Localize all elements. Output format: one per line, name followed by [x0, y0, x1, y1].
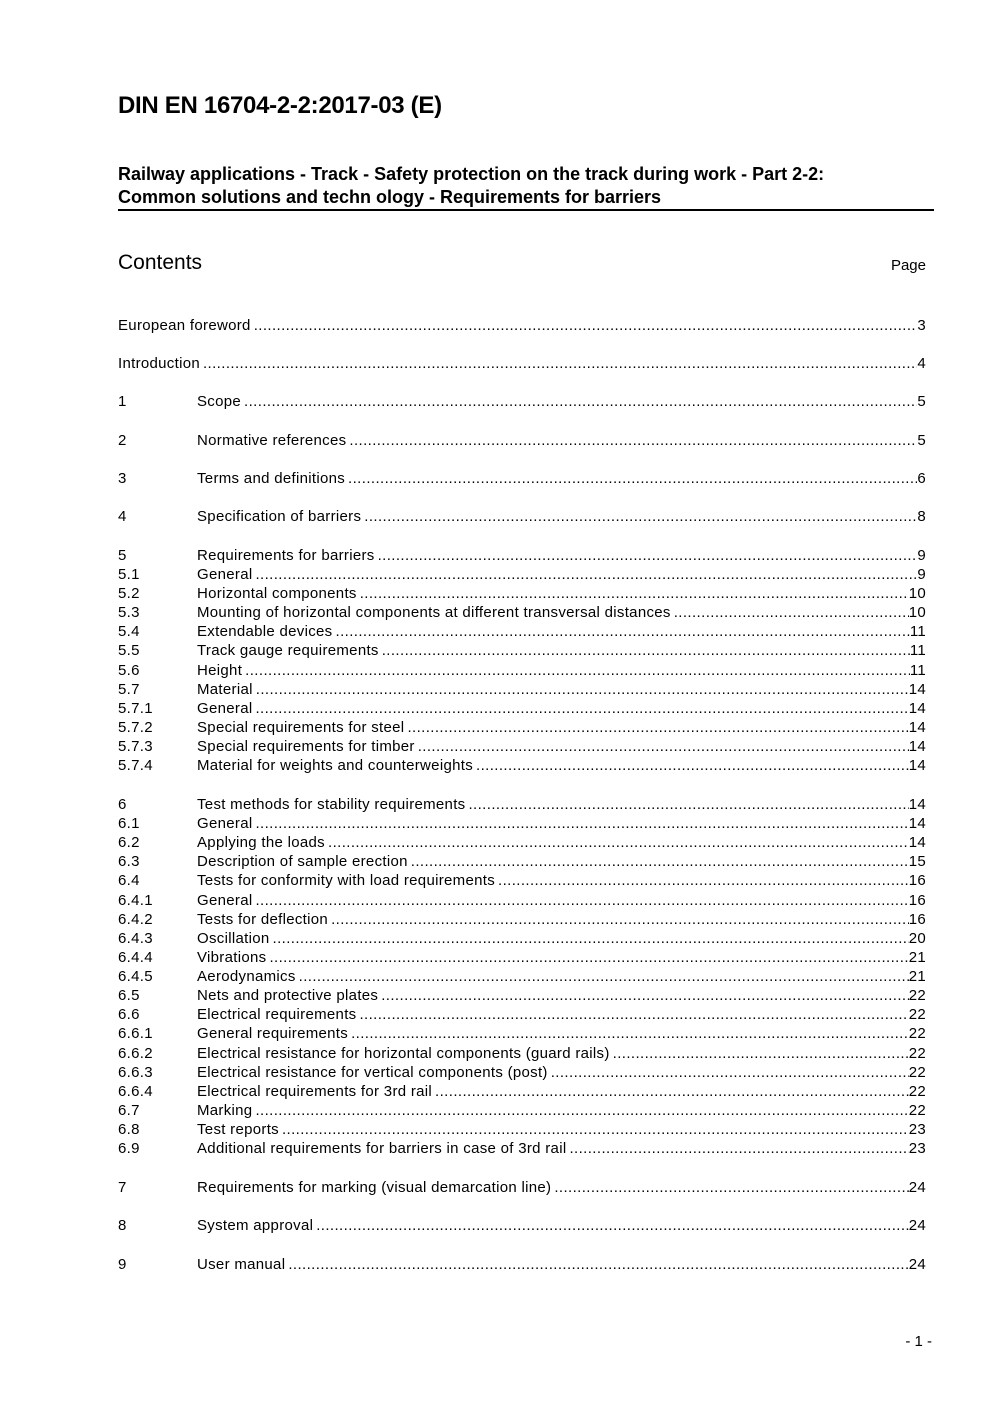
toc-entry[interactable]	[118, 795, 926, 814]
toc-entry-page: 11	[909, 623, 926, 640]
toc-dot-leader	[254, 316, 918, 335]
toc-dot-leader	[468, 795, 908, 814]
toc-entry[interactable]	[118, 986, 926, 1005]
toc-entry-title: Tests for conformity with load requirements	[197, 872, 496, 889]
toc-entry[interactable]	[118, 1024, 926, 1043]
toc-entry-page: 14	[908, 834, 926, 851]
toc-entry-number: 5.5	[118, 642, 140, 659]
toc-entry-number: 6.5	[118, 987, 140, 1004]
toc-dot-leader	[331, 910, 909, 929]
toc-entry-title: General	[197, 700, 253, 717]
toc-dot-leader	[255, 814, 908, 833]
toc-entry[interactable]	[118, 680, 926, 699]
toc-entry-page: 20	[908, 930, 926, 947]
toc-entry[interactable]	[118, 354, 926, 373]
toc-entry-number: 6.4.1	[118, 892, 153, 909]
title-line-1: Railway applications - Track - Safety protection on the track during work - Part 2-2:	[118, 164, 825, 184]
toc-dot-leader	[203, 354, 917, 373]
toc-entry[interactable]	[118, 718, 926, 737]
toc-entry-title: Electrical resistance for horizontal components (guard rails)	[197, 1045, 610, 1062]
toc-entry-page: 23	[908, 1140, 926, 1157]
toc-dot-leader	[244, 392, 917, 411]
toc-entry-number: 6.6.4	[118, 1083, 153, 1100]
footer-page-number: - 1 -	[905, 1333, 932, 1350]
toc-entry-page: 5	[917, 393, 926, 410]
toc-entry-title: Special requirements for timber	[197, 738, 415, 755]
toc-entry-page: 10	[908, 604, 926, 621]
toc-entry-title: European foreword	[118, 317, 251, 334]
toc-entry-title: Track gauge requirements	[197, 642, 379, 659]
toc-entry[interactable]	[118, 1139, 926, 1158]
page-column-label: Page	[890, 257, 926, 274]
toc-dot-leader	[316, 1216, 908, 1235]
toc-entry[interactable]	[118, 1178, 926, 1197]
toc-entry-page: 21	[908, 949, 926, 966]
toc-dot-leader	[269, 948, 908, 967]
toc-entry[interactable]	[118, 1082, 926, 1101]
toc-entry[interactable]	[118, 1120, 926, 1139]
toc-entry[interactable]	[118, 392, 926, 411]
title-line-2: Common solutions and techn ology - Requirements for barriers	[118, 187, 662, 207]
toc-dot-leader	[476, 756, 909, 775]
toc-entry-number: 6.4	[118, 872, 140, 889]
toc-entry[interactable]	[118, 603, 926, 622]
toc-entry-page: 14	[908, 719, 926, 736]
toc-entry-number: 6.6.1	[118, 1025, 153, 1042]
toc-entry-title: System approval	[197, 1217, 314, 1234]
toc-entry-number: 6.6.3	[118, 1064, 153, 1081]
toc-entry-number: 6.3	[118, 853, 140, 870]
toc-dot-leader	[498, 871, 909, 890]
toc-entry-number: 5.4	[118, 623, 140, 640]
toc-entry-title: Electrical requirements for 3rd rail	[197, 1083, 433, 1100]
toc-dot-leader	[411, 852, 909, 871]
toc-dot-leader	[255, 891, 908, 910]
toc-entry-number: 6.9	[118, 1140, 140, 1157]
toc-dot-leader	[299, 967, 909, 986]
toc-entry[interactable]	[118, 814, 926, 833]
toc-entry-page: 14	[908, 796, 926, 813]
toc-entry-page: 6	[917, 470, 926, 487]
toc-entry[interactable]	[118, 1101, 926, 1120]
toc-entry-page: 22	[908, 1006, 926, 1023]
toc-entry-page: 14	[908, 700, 926, 717]
toc-entry-number: 6.2	[118, 834, 140, 851]
toc-entry-title: Electrical resistance for vertical components (post)	[197, 1064, 548, 1081]
toc-entry[interactable]	[118, 622, 926, 641]
toc-dot-leader	[245, 661, 910, 680]
toc-entry-title: Nets and protective plates	[197, 987, 379, 1004]
toc-entry-number: 1	[118, 393, 127, 410]
toc-dot-leader	[364, 507, 917, 526]
toc-entry-number: 5.7.4	[118, 757, 153, 774]
toc-entry-number: 5.7.3	[118, 738, 153, 755]
toc-entry-title: Vibrations	[197, 949, 267, 966]
toc-entry-number: 5.3	[118, 604, 140, 621]
toc-entry-title: Additional requirements for barriers in case of 3rd rail	[197, 1140, 567, 1157]
toc-entry-title: User manual	[197, 1256, 286, 1273]
toc-entry[interactable]	[118, 316, 926, 335]
toc-entry[interactable]	[118, 871, 926, 890]
toc-entry-number: 4	[118, 508, 127, 525]
toc-entry-title: Oscillation	[197, 930, 270, 947]
toc-entry[interactable]	[118, 948, 926, 967]
toc-entry-page: 22	[908, 1083, 926, 1100]
toc-entry-page: 15	[908, 853, 926, 870]
toc-entry-page: 9	[917, 566, 926, 583]
toc-entry-number: 6.8	[118, 1121, 140, 1138]
toc-entry-title: Description of sample erection	[197, 853, 408, 870]
toc-entry-number: 7	[118, 1179, 127, 1196]
toc-entry-title: Extendable devices	[197, 623, 333, 640]
toc-dot-leader	[569, 1139, 908, 1158]
toc-entry-page: 16	[908, 911, 926, 928]
title-underline	[118, 209, 934, 211]
toc-dot-leader	[551, 1063, 909, 1082]
toc-entry-title: General requirements	[197, 1025, 349, 1042]
toc-entry-title: Test reports	[197, 1121, 279, 1138]
toc-entry-title: Terms and definitions	[197, 470, 346, 487]
toc-entry-number: 5.7.2	[118, 719, 153, 736]
document-id: DIN EN 16704-2-2:2017-03 (E)	[118, 92, 442, 119]
toc-dot-leader	[288, 1255, 908, 1274]
toc-entry-page: 21	[908, 968, 926, 985]
toc-dot-leader	[418, 737, 909, 756]
toc-entry-page: 22	[908, 987, 926, 1004]
toc-dot-leader	[554, 1178, 908, 1197]
toc-entry[interactable]	[118, 967, 926, 986]
toc-dot-leader	[351, 1024, 909, 1043]
toc-dot-leader	[359, 1005, 908, 1024]
toc-entry-title: Height	[197, 662, 243, 679]
toc-entry-page: 22	[908, 1025, 926, 1042]
toc-dot-leader	[674, 603, 909, 622]
toc-entry[interactable]	[118, 431, 926, 450]
toc-dot-leader	[435, 1082, 909, 1101]
toc-entry-number: 5	[118, 547, 127, 564]
toc-dot-leader	[336, 622, 910, 641]
toc-entry[interactable]	[118, 1044, 926, 1063]
toc-entry-page: 11	[909, 642, 926, 659]
toc-entry-title: Aerodynamics	[197, 968, 296, 985]
toc-entry-number: 5.1	[118, 566, 140, 583]
toc-entry[interactable]	[118, 546, 926, 565]
toc-entry-title: Material for weights and counterweights	[197, 757, 474, 774]
toc-entry-page: 10	[908, 585, 926, 602]
toc-entry-page: 14	[908, 757, 926, 774]
toc-entry[interactable]	[118, 1216, 926, 1235]
toc-entry-title: Material	[197, 681, 253, 698]
toc-entry-page: 16	[908, 892, 926, 909]
toc-dot-leader	[328, 833, 909, 852]
toc-entry-number: 3	[118, 470, 127, 487]
toc-entry[interactable]	[118, 699, 926, 718]
document-title	[118, 163, 933, 209]
toc-entry-number: 6.4.5	[118, 968, 153, 985]
toc-entry-title: Tests for deflection	[197, 911, 329, 928]
toc-entry-title: General	[197, 566, 253, 583]
toc-entry-title: Requirements for marking (visual demarcation line)	[197, 1179, 552, 1196]
toc-entry-title: Test methods for stability requirements	[197, 796, 466, 813]
toc-entry-page: 22	[908, 1102, 926, 1119]
toc-entry-number: 5.2	[118, 585, 140, 602]
toc-entry-title: Applying the loads	[197, 834, 325, 851]
toc-dot-leader	[613, 1044, 909, 1063]
toc-entry-title: Specification of barriers	[197, 508, 362, 525]
toc-entry-number: 2	[118, 432, 127, 449]
toc-entry[interactable]	[118, 507, 926, 526]
toc-entry-title: General	[197, 815, 253, 832]
toc-entry-title: Normative references	[197, 432, 347, 449]
toc-entry-title: Introduction	[118, 355, 200, 372]
toc-entry-number: 6.7	[118, 1102, 140, 1119]
toc-dot-leader	[282, 1120, 909, 1139]
toc-entry-page: 24	[908, 1256, 926, 1273]
toc-entry-page: 4	[917, 355, 926, 372]
toc-entry[interactable]	[118, 661, 926, 680]
toc-entry-number: 6.4.4	[118, 949, 153, 966]
contents-heading: Contents	[118, 251, 203, 274]
toc-entry-number: 5.6	[118, 662, 140, 679]
toc-dot-leader	[349, 431, 917, 450]
toc-entry[interactable]	[118, 910, 926, 929]
toc-dot-leader	[256, 680, 909, 699]
toc-entry-number: 6.6.2	[118, 1045, 153, 1062]
toc-dot-leader	[255, 565, 917, 584]
toc-entry[interactable]	[118, 1005, 926, 1024]
toc-entry-title: General	[197, 892, 253, 909]
toc-dot-leader	[378, 546, 918, 565]
toc-dot-leader	[407, 718, 908, 737]
toc-entry-page: 16	[908, 872, 926, 889]
toc-entry-page: 14	[908, 681, 926, 698]
toc-entry-page: 22	[908, 1045, 926, 1062]
toc-entry[interactable]	[118, 1063, 926, 1082]
toc-entry-number: 6.1	[118, 815, 140, 832]
toc-entry-number: 6.4.2	[118, 911, 153, 928]
toc-entry-number: 5.7.1	[118, 700, 153, 717]
toc-entry-title: Electrical requirements	[197, 1006, 357, 1023]
toc-entry-page: 24	[908, 1217, 926, 1234]
toc-entry-number: 6	[118, 796, 127, 813]
toc-entry-page: 14	[908, 738, 926, 755]
toc-dot-leader	[360, 584, 909, 603]
toc-dot-leader	[255, 1101, 908, 1120]
toc-entry[interactable]	[118, 1255, 926, 1274]
toc-entry[interactable]	[118, 565, 926, 584]
toc-dot-leader	[255, 699, 908, 718]
toc-entry[interactable]	[118, 833, 926, 852]
toc-entry-page: 14	[908, 815, 926, 832]
toc-entry-page: 22	[908, 1064, 926, 1081]
toc-entry-number: 8	[118, 1217, 127, 1234]
toc-dot-leader	[382, 641, 910, 660]
toc-entry[interactable]	[118, 756, 926, 775]
toc-entry-page: 8	[917, 508, 926, 525]
toc-entry[interactable]	[118, 584, 926, 603]
toc-entry-number: 5.7	[118, 681, 140, 698]
toc-entry[interactable]	[118, 929, 926, 948]
toc-entry-title: Special requirements for steel	[197, 719, 405, 736]
toc-entry-number: 6.4.3	[118, 930, 153, 947]
toc-dot-leader	[348, 469, 917, 488]
toc-entry-title: Marking	[197, 1102, 253, 1119]
toc-dot-leader	[381, 986, 908, 1005]
toc-entry-number: 9	[118, 1256, 127, 1273]
toc-entry-page: 11	[909, 662, 926, 679]
toc-entry-number: 6.6	[118, 1006, 140, 1023]
toc-entry[interactable]	[118, 737, 926, 756]
toc-entry[interactable]	[118, 852, 926, 871]
toc-entry-page: 5	[917, 432, 926, 449]
toc-entry-page: 3	[917, 317, 926, 334]
toc-entry-page: 23	[908, 1121, 926, 1138]
toc-entry[interactable]	[118, 641, 926, 660]
toc-entry-page: 9	[917, 547, 926, 564]
toc-entry[interactable]	[118, 891, 926, 910]
toc-entry-page: 24	[908, 1179, 926, 1196]
toc-entry-title: Mounting of horizontal components at different transversal distances	[197, 604, 671, 621]
toc-entry-title: Horizontal components	[197, 585, 357, 602]
toc-dot-leader	[273, 929, 909, 948]
toc-entry-title: Requirements for barriers	[197, 547, 375, 564]
toc-entry[interactable]	[118, 469, 926, 488]
toc-entry-title: Scope	[197, 393, 242, 410]
